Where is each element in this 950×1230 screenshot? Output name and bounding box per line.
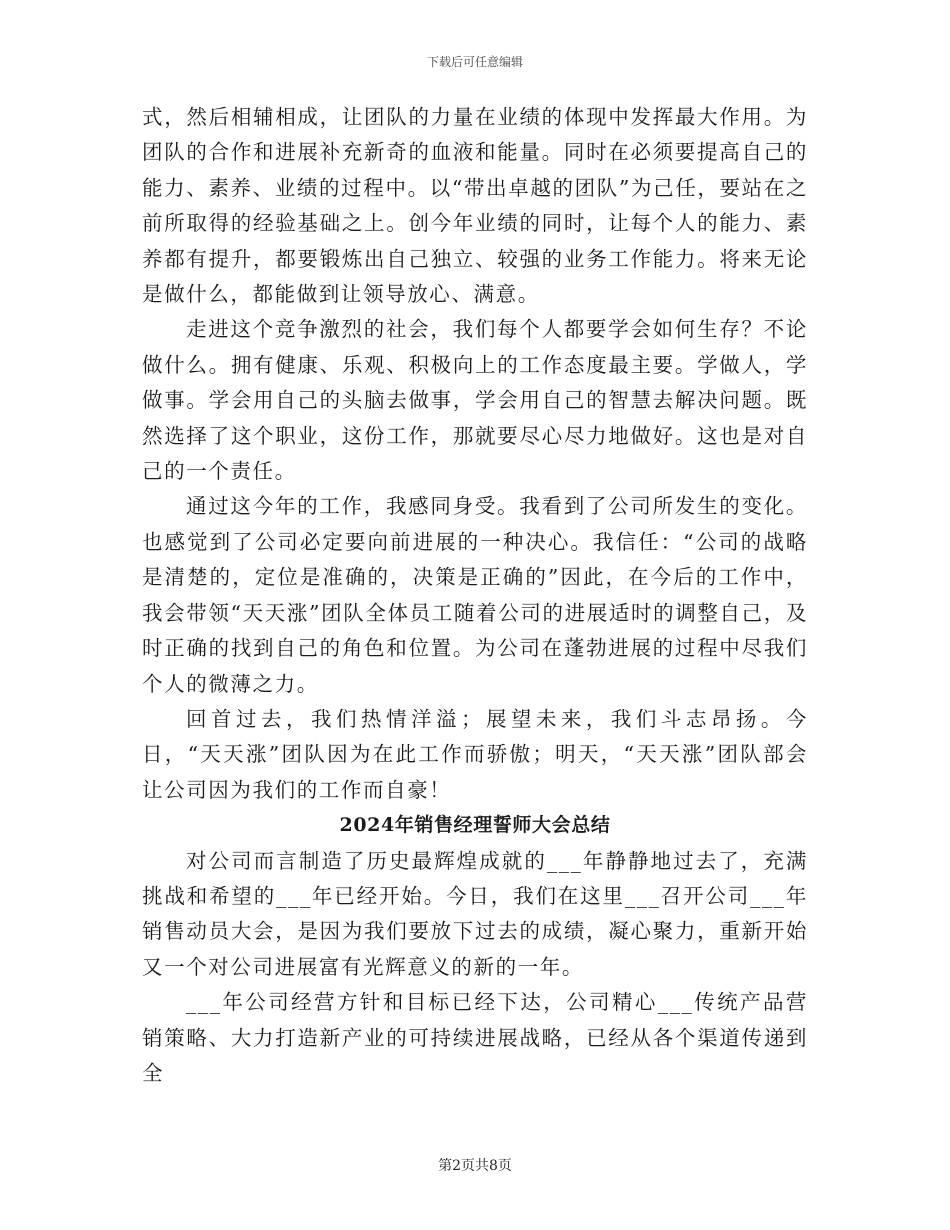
page-header: 下载后可任意编辑 xyxy=(426,55,523,69)
page-footer: 第2页共8页 xyxy=(438,1158,512,1174)
paragraph: 回首过去，我们热情洋溢；展望未来，我们斗志昂扬。今日，“天天涨”团队因为在此工作而骄傲；明天，“天天涨”团队部会让公司因为我们的工作而自豪！ xyxy=(142,706,808,802)
paragraph: 对公司而言制造了历史最辉煌成就的___年静静地过去了，充满挑战和希望的___年已经开始。今日，我们在这里___召开公司___年销售动员大会，是因为我们要放下过去的成绩，凝心聚力，重新开始又一个对公司进展富有光辉意义的新的一年。 xyxy=(142,848,808,979)
paragraph-continuation: 式，然后相辅相成，让团队的力量在业绩的体现中发挥最大作用。为团队的合作和进展补充新奇的血液和能量。同时在必须要提高自己的能力、素养、业绩的过程中。以“带出卓越的团队”为己任，要站在之前所取得的经验基础之上。创今年业绩的同时，让每个人的能力、素养都有提升，都要锻炼出自己独立、较强的业务工作能力。将来无论是做什么，都能做到让领导放心、满意。 xyxy=(142,105,808,307)
paragraph: 走进这个竞争激烈的社会，我们每个人都要学会如何生存？不论做什么。拥有健康、乐观、积极向上的工作态度最主要。学做人，学做事。学会用自己的头脑去做事，学会用自己的智慧去解决问题。既然选择了这个职业，这份工作，那就要尽心尽力地做好。这也是对自己的一个责任。 xyxy=(142,317,808,484)
section-title: 2024年销售经理誓师大会总结 xyxy=(339,814,611,837)
document-body xyxy=(142,100,808,1091)
paragraph: 通过这今年的工作，我感同身受。我看到了公司所发生的变化。也感觉到了公司必定要向前进展的一种决心。我信任：“公司的战略是清楚的，定位是准确的，决策是正确的”因此，在今后的工作中，我会带领“天天涨”团队全体员工随着公司的进展适时的调整自己，及时正确的找到自己的角色和位置。为公司在蓬勃进展的过程中尽我们个人的微薄之力。 xyxy=(142,494,808,696)
paragraph: ___年公司经营方针和目标已经下达，公司精心___传统产品营销策略、大力打造新产业的可持续进展战略，已经从各个渠道传递到全 xyxy=(142,990,808,1085)
